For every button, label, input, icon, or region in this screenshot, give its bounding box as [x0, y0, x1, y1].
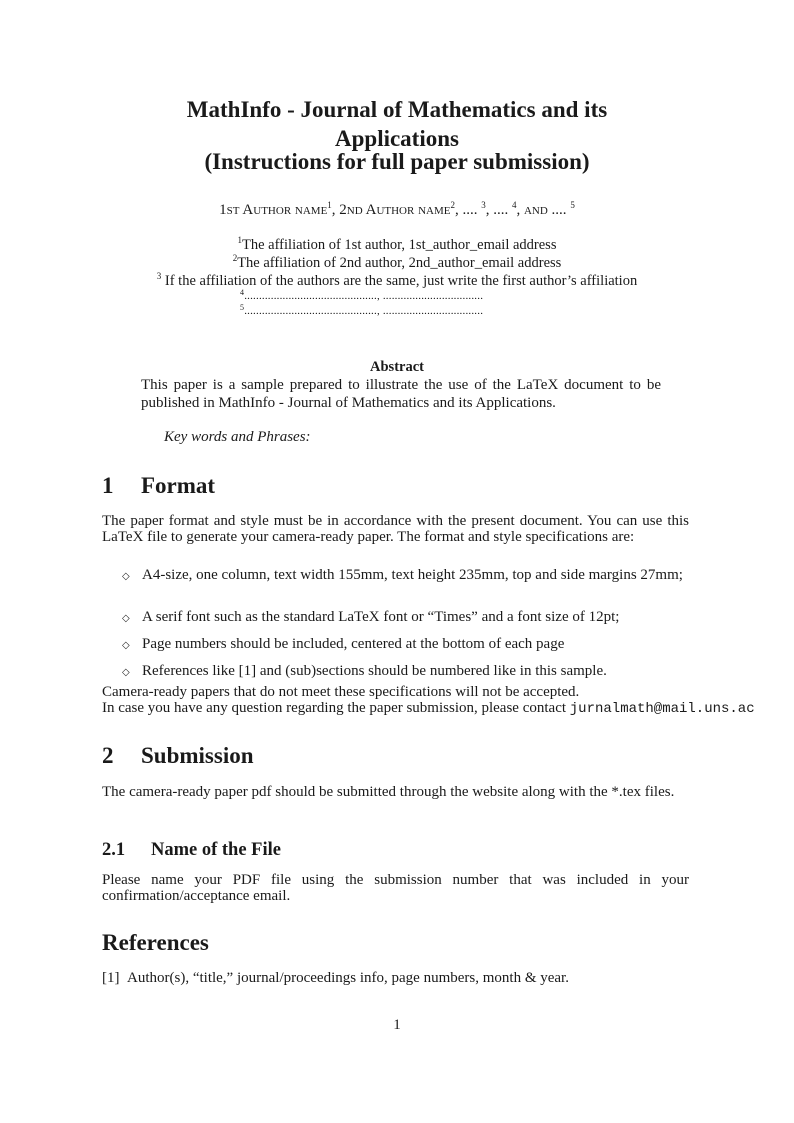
- diamond-bullet-icon: ◇: [122, 667, 130, 678]
- reference-item: [1] Author(s), “title,” journal/proceedings info, page numbers, month & year.: [102, 970, 569, 986]
- affiliation-2: $^2$The affiliation of 2nd author, 2nd_author_email address: [232, 253, 562, 271]
- subsection-name-of-file-body: Please name your PDF file using the submission number that was included in your confirmation/acceptance email.: [102, 872, 689, 904]
- author-4: , ....: [485, 202, 512, 218]
- section-heading-submission: 2 Submission: [102, 743, 254, 768]
- abstract-heading: Abstract: [370, 359, 424, 375]
- section-submission-body: The camera-ready paper pdf should be submitted through the website along with the *.tex files.: [102, 784, 675, 800]
- affiliation-5: $^5$............................................., ..................................: [240, 303, 484, 317]
- affiliation-4: $^4$............................................., ..................................: [240, 288, 484, 302]
- list-item: ◇ A serif font such as the standard LaTeX font or “Times” and a font size of 12pt;: [122, 609, 620, 625]
- section-format-intro: The paper format and style must be in accordance with the present document. You can use this LaTeX file to generate your camera-ready paper. The format and style specifications are:: [102, 513, 689, 545]
- paper-title-line-2: Applications: [335, 126, 459, 151]
- affiliation-1: $^1$The affiliation of 1st author, 1st_author_email address: [237, 235, 557, 253]
- diamond-bullet-icon: ◇: [122, 613, 130, 624]
- author-list: 1st Author name$^1$, 2nd Author name$^2$, .... $^3$, .... $^4$, and .... $^5$: [219, 200, 575, 218]
- abstract-body: This paper is a sample prepared to illustrate the use of the LaTeX document to be published in MathInfo - Journal of Mathematics and its Applications.: [141, 377, 661, 411]
- contact-line: In case you have any question regarding the paper submission, please contact jurnalmath@mail.uns.ac: [102, 700, 755, 717]
- author-1: 1st Author name: [219, 202, 328, 218]
- diamond-bullet-icon: ◇: [122, 640, 130, 651]
- diamond-bullet-icon: ◇: [122, 571, 130, 582]
- list-item: ◇ References like [1] and (sub)sections should be numbered like in this sample.: [122, 663, 607, 679]
- author-3: , ....: [454, 202, 482, 218]
- subsection-heading-name-of-file: 2.1 Name of the File: [102, 840, 281, 860]
- list-item: ◇ A4-size, one column, text width 155mm, text height 235mm, top and side margins 27mm;: [122, 567, 683, 583]
- contact-email-link[interactable]: jurnalmath@mail.uns.ac: [569, 701, 755, 717]
- section-heading-format: 1 Format: [102, 473, 216, 498]
- affiliation-3: $^3$ If the affiliation of the authors are the same, just write the first author’s affiliation: [156, 271, 638, 289]
- paper-subtitle: (Instructions for full paper submission): [204, 149, 590, 174]
- keywords-label: Key words and Phrases:: [164, 429, 311, 445]
- author-2: , 2nd Author name: [331, 202, 451, 218]
- page-number: 1: [393, 1017, 401, 1033]
- paper-title-line-1: MathInfo - Journal of Mathematics and its: [186, 97, 608, 122]
- spec-warning: Camera-ready papers that do not meet these specifications will not be accepted.: [102, 684, 580, 700]
- list-item: ◇ Page numbers should be included, centered at the bottom of each page: [122, 636, 565, 652]
- references-heading: References: [102, 930, 209, 955]
- author-5: , and ....: [516, 202, 571, 218]
